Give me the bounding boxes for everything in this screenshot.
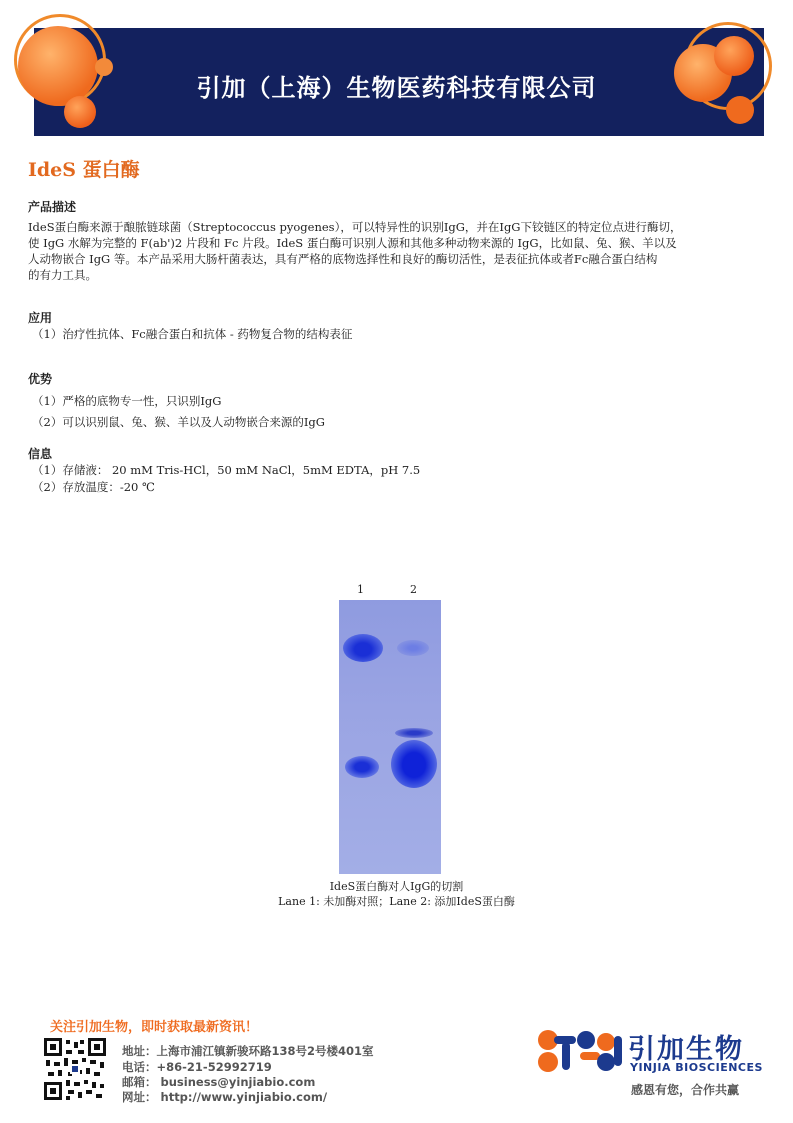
lane-label-1: 1	[357, 583, 364, 596]
description-line-2: 使 IgG 水解为完整的 F(ab')2 片段和 Fc 片段。IdeS 蛋白酶可识别人源和其他多种动物来源的 IgG，比如鼠、兔、猴、羊以及	[28, 236, 677, 250]
contact-email[interactable]: 邮箱： business@yinjiabio.com	[122, 1075, 316, 1089]
gel-caption-title: IdeS蛋白酶对人IgG的切割	[329, 880, 464, 893]
description-line-4: 的有力工具。	[28, 268, 97, 282]
description-heading: 产品描述	[28, 200, 77, 214]
info-item-1: （1）存储液： 20 mM Tris-HCl，50 mM NaCl，5mM EDTA，pH 7.5	[32, 463, 421, 477]
follow-text: 关注引加生物，即时获取最新资讯！	[50, 1020, 259, 1035]
qr-code-icon[interactable]	[44, 1038, 106, 1100]
sds-page-gel-image	[339, 600, 441, 874]
application-item-1: （1）治疗性抗体、Fc融合蛋白和抗体 - 药物复合物的结构表征	[32, 327, 353, 341]
logo-english-name: YINJIA BIOSCIENCES	[630, 1061, 763, 1074]
info-heading: 信息	[28, 447, 53, 461]
gel-band-lane2-thin	[395, 728, 433, 738]
contact-phone: 电话：+86-21-52992719	[122, 1060, 272, 1074]
contact-website[interactable]: 网址： http://www.yinjiabio.com/	[122, 1090, 328, 1104]
contact-address: 地址：上海市浦江镇新骏环路138号2号楼401室	[122, 1044, 374, 1058]
description-line-1: IdeS蛋白酶来源于酿脓链球菌（Streptococcus pyogenes），可以特异性的识别IgG，并在IgG下铰链区的特定位点进行酶切，	[28, 220, 682, 234]
description-line-3: 人动物嵌合 IgG 等。本产品采用大肠杆菌表达，具有严格的底物选择性和良好的酶切活性，是表征抗体或者Fc融合蛋白结构	[28, 252, 658, 266]
company-slogan: 感恩有您，合作共赢	[631, 1083, 740, 1097]
gel-band-lane2-top	[397, 640, 429, 656]
advantage-item-1: （1）严格的底物专一性，只识别IgG	[32, 394, 222, 408]
advantage-item-2: （2）可以识别鼠、兔、猴、羊以及人动物嵌合来源的IgG	[32, 415, 325, 429]
company-name: 引加（上海）生物医药科技有限公司	[196, 74, 597, 102]
yinjia-logo-icon	[536, 1028, 624, 1074]
lane-label-2: 2	[410, 583, 417, 596]
product-title: IdeS 蛋白酶	[28, 159, 140, 181]
gel-band-lane1-top	[343, 634, 383, 662]
application-heading: 应用	[28, 311, 53, 325]
gel-band-lane2-bottom	[391, 740, 437, 788]
advantages-heading: 优势	[28, 372, 53, 386]
gel-band-lane1-bottom	[345, 756, 379, 778]
info-item-2: （2）存放温度：-20 ℃	[32, 480, 155, 494]
logo-chinese-name: 引加生物	[628, 1034, 744, 1065]
gel-caption-lanes: Lane 1: 未加酶对照；Lane 2: 添加IdeS蛋白酶	[278, 895, 515, 908]
